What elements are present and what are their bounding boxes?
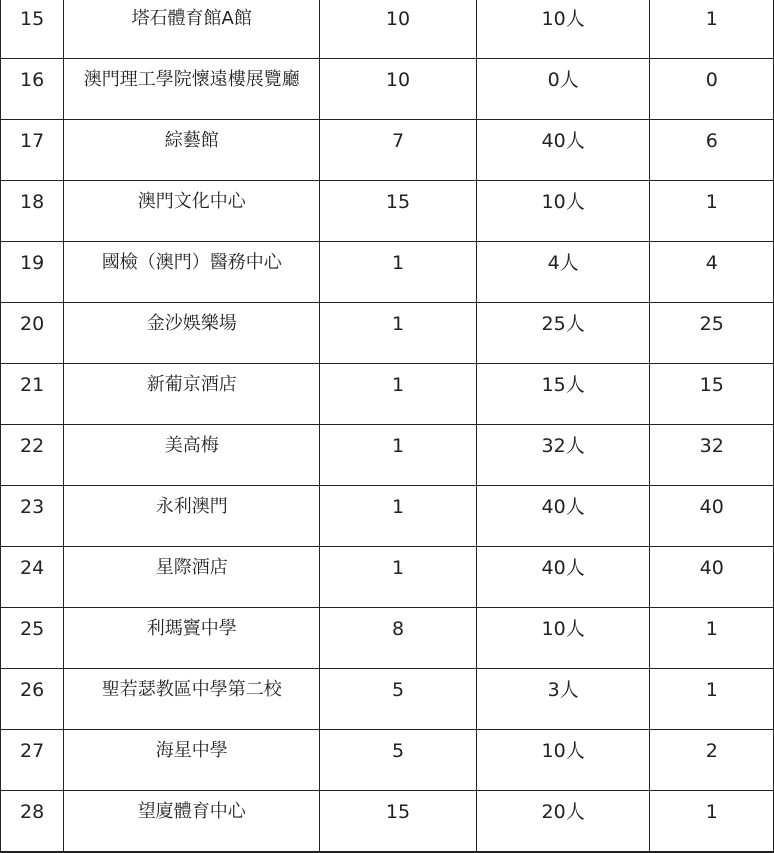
count-c-cell-text: 32 — [699, 435, 724, 457]
venue-name-cell — [64, 669, 320, 730]
row-number-cell — [1, 730, 64, 791]
venue-name-cell — [64, 364, 320, 425]
count-a-cell-text: 10 — [385, 69, 411, 91]
people-count-cell — [476, 669, 650, 730]
people-count-cell-text: 10人 — [541, 618, 585, 640]
count-a-cell-text: 1 — [391, 374, 405, 396]
count-a-cell-text: 1 — [391, 496, 405, 518]
count-c-cell — [650, 730, 774, 791]
people-count-cell-text: 10人 — [541, 191, 585, 213]
count-a-cell — [320, 547, 477, 608]
people-count-cell-text: 10人 — [541, 740, 585, 762]
count-c-cell-text: 40 — [699, 557, 724, 579]
count-a-cell — [320, 181, 477, 242]
people-count-cell — [476, 181, 650, 242]
row-number-cell-text: 27 — [20, 740, 45, 762]
count-a-cell — [320, 608, 477, 669]
count-c-cell-text: 1 — [705, 8, 718, 30]
count-a-cell-text: 10 — [385, 8, 411, 30]
venue-name-cell — [64, 59, 320, 120]
venue-name-cell-text: 海星中學 — [155, 740, 228, 761]
venue-name-cell — [64, 425, 320, 486]
count-c-cell — [650, 547, 774, 608]
row-number-cell — [1, 547, 64, 608]
count-c-cell-text: 15 — [699, 374, 724, 396]
count-a-cell-text: 1 — [391, 313, 405, 335]
row-number-cell — [1, 242, 64, 303]
people-count-cell-text: 40人 — [541, 557, 585, 579]
row-number-cell — [1, 486, 64, 547]
count-c-cell-text: 4 — [705, 252, 718, 274]
count-a-cell — [320, 364, 477, 425]
count-c-cell-text: 1 — [705, 191, 718, 213]
venue-name-cell-text: 塔石體育館A館 — [131, 8, 252, 29]
venue-name-cell-text: 澳門文化中心 — [137, 191, 246, 212]
row-number-cell — [1, 608, 64, 669]
count-a-cell — [320, 303, 477, 364]
count-c-cell-text: 6 — [705, 130, 718, 152]
count-a-cell — [320, 120, 477, 181]
people-count-cell — [476, 547, 650, 608]
venue-name-cell-text: 永利澳門 — [155, 496, 228, 517]
row-number-cell-text: 19 — [20, 252, 45, 274]
table-row — [1, 547, 774, 608]
table-row — [1, 0, 774, 59]
venue-name-cell-text: 綜藝館 — [164, 130, 219, 151]
count-a-cell-text: 1 — [391, 435, 405, 457]
count-c-cell — [650, 486, 774, 547]
people-count-cell — [476, 791, 650, 853]
count-c-cell — [650, 59, 774, 120]
venue-name-cell-text: 美高梅 — [164, 435, 219, 456]
table-body — [1, 0, 774, 852]
people-count-cell — [476, 0, 650, 59]
people-count-cell — [476, 242, 650, 303]
count-c-cell — [650, 608, 774, 669]
count-a-cell-text: 7 — [391, 130, 405, 152]
count-a-cell — [320, 425, 477, 486]
row-number-cell — [1, 120, 64, 181]
row-number-cell — [1, 181, 64, 242]
count-c-cell — [650, 425, 774, 486]
venue-name-cell — [64, 242, 320, 303]
row-number-cell-text: 17 — [20, 130, 45, 152]
count-a-cell-text: 5 — [391, 740, 405, 762]
table-row — [1, 181, 774, 242]
venue-name-cell-text: 望廈體育中心 — [137, 801, 246, 822]
count-a-cell-text: 8 — [391, 618, 405, 640]
venue-name-cell-text: 金沙娛樂場 — [146, 313, 237, 334]
venue-name-cell-text: 新葡京酒店 — [146, 374, 237, 395]
table-row — [1, 120, 774, 181]
count-c-cell — [650, 181, 774, 242]
row-number-cell-text: 24 — [20, 557, 45, 579]
count-c-cell-text: 40 — [699, 496, 724, 518]
row-number-cell-text: 16 — [20, 69, 45, 91]
row-number-cell-text: 23 — [20, 496, 45, 518]
count-c-cell — [650, 242, 774, 303]
count-c-cell-text: 1 — [705, 618, 718, 640]
row-number-cell — [1, 303, 64, 364]
table-row — [1, 486, 774, 547]
people-count-cell — [476, 59, 650, 120]
row-number-cell-text: 15 — [20, 8, 45, 30]
people-count-cell-text: 40人 — [541, 496, 585, 518]
table-row — [1, 669, 774, 730]
count-a-cell — [320, 791, 477, 853]
venue-name-cell-text: 星際酒店 — [155, 557, 228, 578]
count-a-cell — [320, 730, 477, 791]
row-number-cell — [1, 791, 64, 853]
people-count-cell — [476, 364, 650, 425]
people-count-cell-text: 40人 — [541, 130, 585, 152]
venue-name-cell — [64, 547, 320, 608]
table-row — [1, 608, 774, 669]
count-a-cell-text: 1 — [391, 557, 405, 579]
count-a-cell-text: 1 — [391, 252, 405, 274]
count-a-cell — [320, 242, 477, 303]
count-c-cell-text: 1 — [705, 801, 718, 823]
people-count-cell-text: 4人 — [547, 252, 579, 274]
people-count-cell-text: 0人 — [547, 69, 579, 91]
count-c-cell-text: 0 — [705, 69, 718, 91]
people-count-cell-text: 15人 — [541, 374, 585, 396]
table-row — [1, 303, 774, 364]
venue-name-cell — [64, 608, 320, 669]
venue-name-cell — [64, 730, 320, 791]
count-c-cell — [650, 120, 774, 181]
row-number-cell-text: 25 — [20, 618, 45, 640]
venue-name-cell-text: 聖若瑟教區中學第二校 — [101, 679, 282, 700]
count-a-cell-text: 15 — [385, 801, 411, 823]
row-number-cell-text: 22 — [20, 435, 45, 457]
table-row — [1, 730, 774, 791]
table-row — [1, 242, 774, 303]
venue-name-cell-text: 澳門理工學院懷遠樓展覽廳 — [83, 69, 300, 90]
people-count-cell — [476, 425, 650, 486]
count-a-cell — [320, 59, 477, 120]
count-c-cell-text: 2 — [705, 740, 718, 762]
count-c-cell-text: 1 — [705, 679, 718, 701]
venue-name-cell — [64, 486, 320, 547]
count-c-cell — [650, 303, 774, 364]
row-number-cell — [1, 59, 64, 120]
row-number-cell — [1, 669, 64, 730]
people-count-cell-text: 10人 — [541, 8, 585, 30]
count-c-cell — [650, 791, 774, 853]
people-count-cell-text: 25人 — [541, 313, 585, 335]
venue-name-cell-text: 利瑪竇中學 — [146, 618, 237, 639]
count-a-cell — [320, 669, 477, 730]
row-number-cell — [1, 425, 64, 486]
row-number-cell-text: 26 — [20, 679, 45, 701]
venue-name-cell — [64, 120, 320, 181]
count-a-cell — [320, 486, 477, 547]
row-number-cell-text: 21 — [20, 374, 45, 396]
table-row — [1, 59, 774, 120]
row-number-cell-text: 20 — [20, 313, 45, 335]
people-count-cell — [476, 120, 650, 181]
row-number-cell — [1, 0, 64, 59]
row-number-cell-text: 28 — [20, 801, 45, 823]
venue-name-cell — [64, 303, 320, 364]
people-count-cell — [476, 730, 650, 791]
people-count-cell — [476, 303, 650, 364]
people-count-cell-text: 20人 — [541, 801, 585, 823]
count-a-cell-text: 15 — [385, 191, 411, 213]
venue-name-cell-text: 國檢（澳門）醫務中心 — [101, 252, 282, 273]
venue-name-cell — [64, 0, 320, 59]
people-count-cell — [476, 608, 650, 669]
venue-name-cell — [64, 181, 320, 242]
table-row — [1, 364, 774, 425]
people-count-cell — [476, 486, 650, 547]
table-row — [1, 791, 774, 853]
count-c-cell — [650, 669, 774, 730]
venue-name-cell — [64, 791, 320, 853]
count-c-cell — [650, 364, 774, 425]
row-number-cell-text: 18 — [20, 191, 45, 213]
people-count-cell-text: 3人 — [547, 679, 579, 701]
count-a-cell — [320, 0, 477, 59]
count-c-cell — [650, 0, 774, 59]
people-count-cell-text: 32人 — [541, 435, 585, 457]
count-c-cell-text: 25 — [699, 313, 724, 335]
row-number-cell — [1, 364, 64, 425]
table-row — [1, 425, 774, 486]
count-a-cell-text: 5 — [391, 679, 405, 701]
